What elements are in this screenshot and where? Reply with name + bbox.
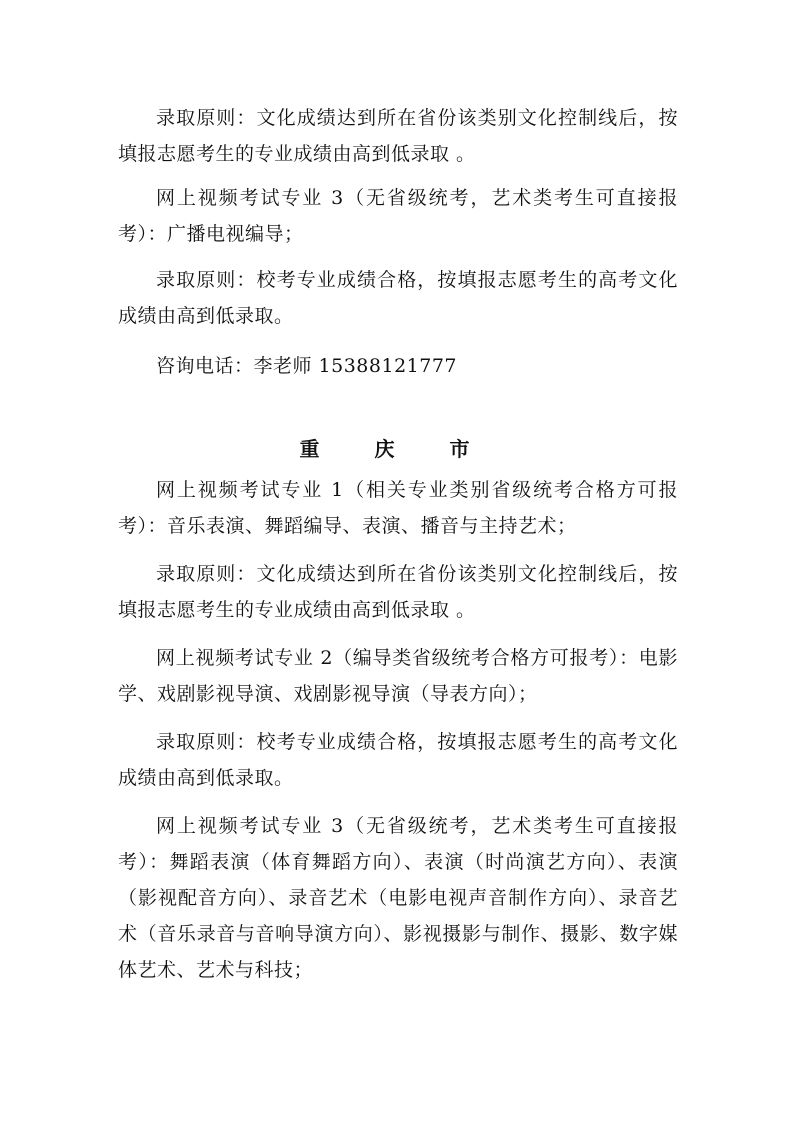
online-exam-major-2-paragraph: 网上视频考试专业 2（编导类省级统考合格方可报考）：电影学、戏剧影视导演、戏剧影视导演（导表方向）；: [118, 647, 678, 705]
admission-principle-paragraph: 录取原则：文化成绩达到所在省份该类别文化控制线后，按填报志愿考生的专业成绩由高到低录取 。: [118, 107, 678, 165]
online-exam-major-3-paragraph: 网上视频考试专业 3（无省级统考，艺术类考生可直接报考）：舞蹈表演（体育舞蹈方向）、表演（时尚演艺方向）、表演（影视配音方向）、录音艺术（电影电视声音制作方向）、录音艺术（音乐录音与音响导演方向）、影视摄影与制作、摄影、数字媒体艺术、艺术与科技；: [118, 815, 678, 981]
admission-principle-paragraph: 录取原则：校考专业成绩合格，按填报志愿考生的高考文化成绩由高到低录取。: [118, 731, 678, 789]
section-heading-chongqing: 重 庆 市: [299, 437, 494, 461]
admission-principle-paragraph: 录取原则：文化成绩达到所在省份该类别文化控制线后，按填报志愿考生的专业成绩由高到低录取 。: [118, 563, 678, 621]
online-exam-major-1-paragraph: 网上视频考试专业 1（相关专业类别省级统考合格方可报考）：音乐表演、舞蹈编导、表演、播音与主持艺术；: [118, 479, 678, 537]
online-exam-major-3-paragraph: 网上视频考试专业 3（无省级统考，艺术类考生可直接报考）：广播电视编导；: [118, 187, 678, 245]
admission-principle-paragraph: 录取原则：校考专业成绩合格，按填报志愿考生的高考文化成绩由高到低录取。: [118, 269, 678, 327]
contact-phone-paragraph: 咨询电话：李老师 15388121777: [156, 355, 458, 377]
